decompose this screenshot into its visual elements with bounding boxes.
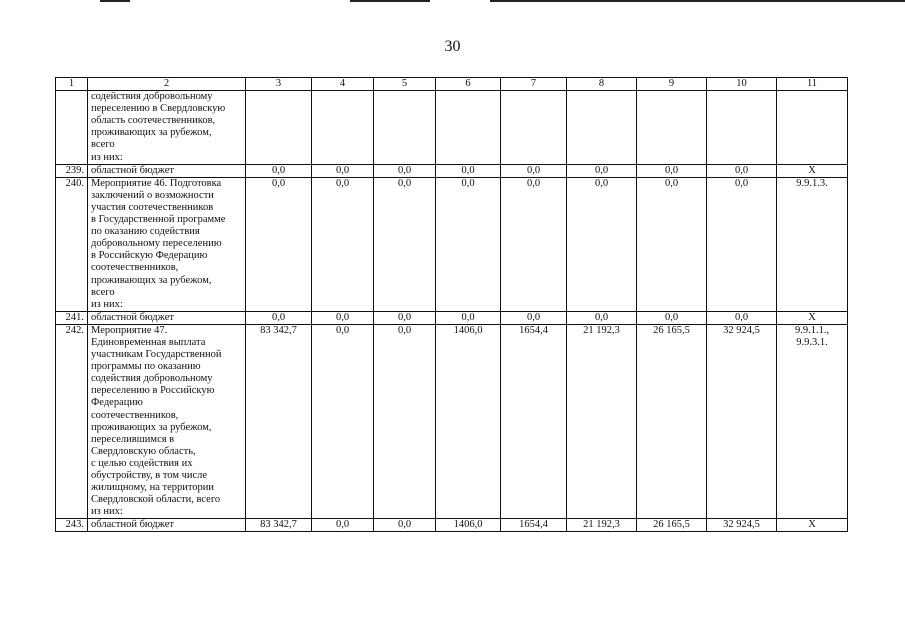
value-cell: 21 192,3 [567, 519, 637, 532]
table-row [56, 164, 848, 177]
row-number: 242. [56, 324, 88, 519]
scan-artifact-line [490, 0, 905, 2]
column-header: 8 [567, 78, 637, 91]
column-header: 9 [637, 78, 707, 91]
value-cell: 0,0 [312, 519, 374, 532]
target-cell: 9.9.1.3. [777, 177, 848, 311]
value-cell [567, 91, 637, 165]
row-number: 239. [56, 164, 88, 177]
value-cell: 0,0 [501, 164, 567, 177]
row-description: Мероприятие 47. Единовременная выплата участникам Государственной программы по оказанию содействия добровольному переселению в Российскую Федерацию соотечественников, проживающих за рубежом, переселившимся в Свердловскую область, с целью содействия их обустройству, в том числе жилищному, на территории Свердловской области, всего из них: [88, 324, 246, 519]
value-cell: 1406,0 [436, 519, 501, 532]
value-cell [436, 91, 501, 165]
value-cell: 0,0 [436, 311, 501, 324]
column-header: 2 [88, 78, 246, 91]
value-cell: 0,0 [246, 164, 312, 177]
target-cell: X [777, 519, 848, 532]
target-cell [777, 91, 848, 165]
value-cell: 0,0 [567, 177, 637, 311]
value-cell [637, 91, 707, 165]
target-cell: X [777, 311, 848, 324]
value-cell: 0,0 [312, 177, 374, 311]
row-description: Мероприятие 46. Подготовка заключений о возможности участия соотечественников в Государственной программе по оказанию содействия добровольному переселению в Российскую Федерацию соотечественников, проживающих за рубежом, всего из них: [88, 177, 246, 311]
value-cell: 0,0 [312, 164, 374, 177]
value-cell: 0,0 [374, 324, 436, 519]
value-cell: 0,0 [501, 311, 567, 324]
budget-table [55, 77, 848, 532]
target-cell: 9.9.1.1., 9.9.3.1. [777, 324, 848, 519]
value-cell: 0,0 [567, 311, 637, 324]
value-cell: 0,0 [374, 164, 436, 177]
column-header: 1 [56, 78, 88, 91]
value-cell: 0,0 [374, 311, 436, 324]
value-cell: 21 192,3 [567, 324, 637, 519]
row-description: областной бюджет [88, 519, 246, 532]
value-cell: 0,0 [567, 164, 637, 177]
value-cell [707, 91, 777, 165]
row-number: 240. [56, 177, 88, 311]
value-cell: 83 342,7 [246, 324, 312, 519]
value-cell [501, 91, 567, 165]
value-cell: 32 924,5 [707, 519, 777, 532]
scan-artifact-line [100, 0, 130, 2]
row-number: 241. [56, 311, 88, 324]
scan-artifact-line [350, 0, 430, 2]
table-row [56, 519, 848, 532]
page-number: 30 [444, 38, 461, 55]
column-header: 3 [246, 78, 312, 91]
column-header: 10 [707, 78, 777, 91]
value-cell: 0,0 [637, 177, 707, 311]
column-header: 4 [312, 78, 374, 91]
value-cell: 0,0 [707, 177, 777, 311]
row-number: 243. [56, 519, 88, 532]
table-row [56, 324, 848, 519]
table-row [56, 177, 848, 311]
target-cell: X [777, 164, 848, 177]
row-description: содействия добровольному переселению в Свердловскую область соотечественников, проживающих за рубежом, всего из них: [88, 91, 246, 165]
value-cell: 0,0 [707, 311, 777, 324]
value-cell: 0,0 [436, 164, 501, 177]
value-cell [246, 91, 312, 165]
row-number [56, 91, 88, 165]
value-cell: 0,0 [501, 177, 567, 311]
value-cell: 1654,4 [501, 519, 567, 532]
value-cell: 0,0 [436, 177, 501, 311]
value-cell: 1406,0 [436, 324, 501, 519]
value-cell: 0,0 [246, 311, 312, 324]
column-header: 11 [777, 78, 848, 91]
column-header: 7 [501, 78, 567, 91]
value-cell: 26 165,5 [637, 324, 707, 519]
table-header-row [56, 78, 848, 91]
row-description: областной бюджет [88, 164, 246, 177]
value-cell: 83 342,7 [246, 519, 312, 532]
table-row [56, 91, 848, 165]
row-description: областной бюджет [88, 311, 246, 324]
value-cell: 0,0 [312, 324, 374, 519]
value-cell: 0,0 [374, 519, 436, 532]
column-header: 5 [374, 78, 436, 91]
value-cell: 0,0 [637, 311, 707, 324]
value-cell: 0,0 [637, 164, 707, 177]
value-cell: 32 924,5 [707, 324, 777, 519]
value-cell: 0,0 [312, 311, 374, 324]
value-cell: 0,0 [707, 164, 777, 177]
value-cell: 0,0 [246, 177, 312, 311]
value-cell [312, 91, 374, 165]
value-cell [374, 91, 436, 165]
table-row [56, 311, 848, 324]
value-cell: 26 165,5 [637, 519, 707, 532]
value-cell: 0,0 [374, 177, 436, 311]
value-cell: 1654,4 [501, 324, 567, 519]
column-header: 6 [436, 78, 501, 91]
